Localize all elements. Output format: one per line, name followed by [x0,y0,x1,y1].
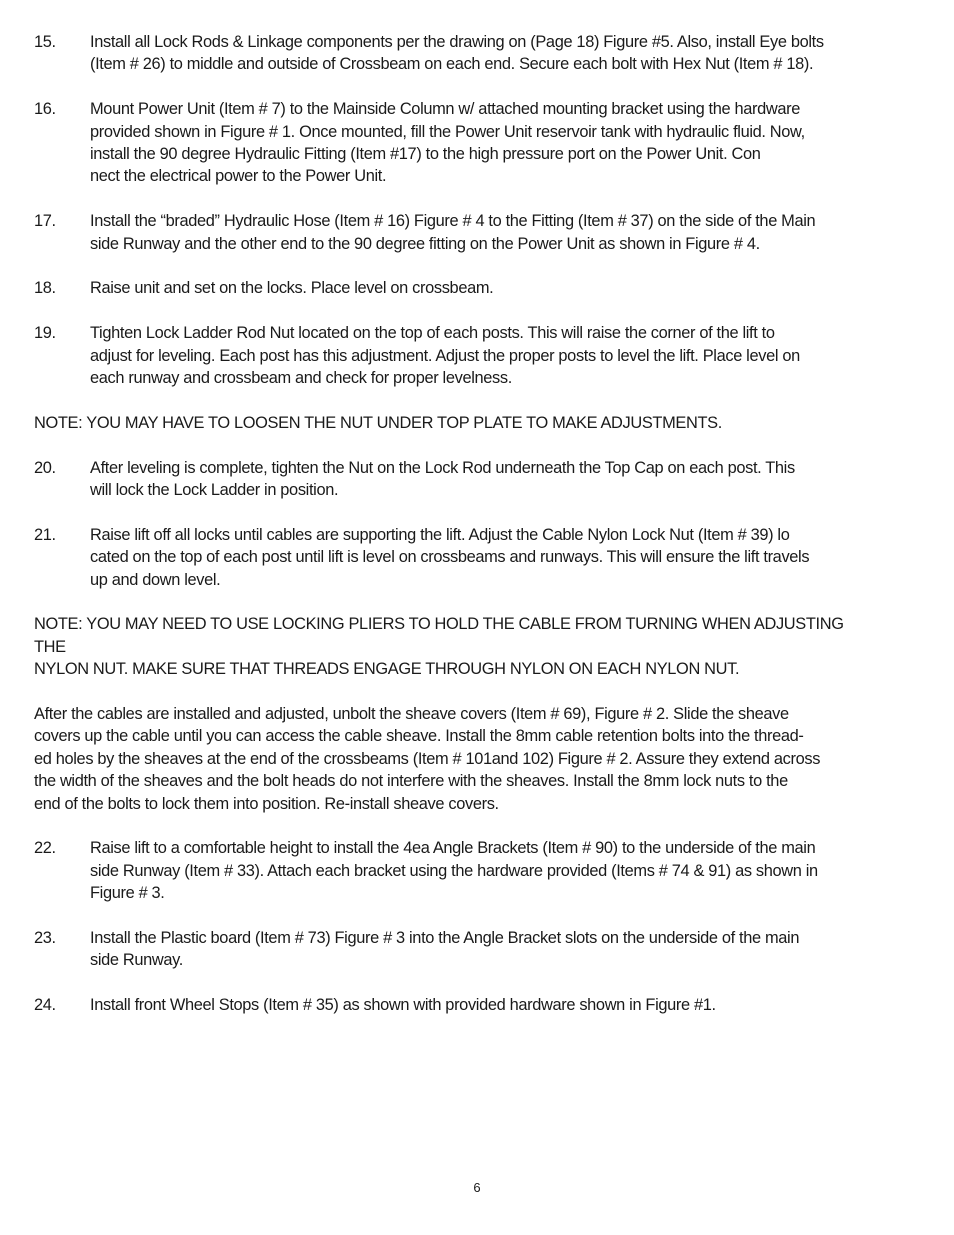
instruction-step [34,98,876,188]
step-number: 18. [34,279,56,298]
step-text: Raise lift to a comfortable height to install the 4ea Angle Brackets (Item # 90) to the underside of the main side Runway (Item # 33). Attach each bracket using the hardware provided (Items # 74 & 91) as shown in Figure # 3. [90,839,818,903]
step-text: Install the “braded” Hydraulic Hose (Item # 16) Figure # 4 to the Fitting (Item # 37) on the side of the Main side Runway and the other end to the 90 degree fitting on the Power Unit as shown in Figure # 4. [90,212,816,253]
instruction-step [34,322,876,389]
step-text: After leveling is complete, tighten the Nut on the Lock Rod underneath the Top Cap on each post. This will lock the Lock Ladder in position. [90,458,795,500]
instruction-step [34,524,876,591]
step-text: Tighten Lock Ladder Rod Nut located on the top of each posts. This will raise the corner of the lift to adjust for leveling. Each post has this adjustment. Adjust the proper posts to level the lift. Place level on each runway and crossbeam and check for proper levelness. [90,324,800,388]
step-number: 17. [34,212,56,231]
step-number: 19. [34,324,56,343]
step-text: Raise unit and set on the locks. Place level on crossbeam. [90,279,494,298]
instruction-step [34,210,876,255]
instruction-step [34,457,876,502]
step-number: 24. [34,996,56,1015]
instruction-step [34,994,876,1016]
note-paragraph: NOTE: YOU MAY NEED TO USE LOCKING PLIERS TO HOLD THE CABLE FROM TURNING WHEN ADJUSTING THE NYLON NUT. MAKE SURE THAT THREADS ENGAGE THROUGH NYLON ON EACH NYLON NUT. [34,615,844,679]
instruction-step [34,277,876,299]
note-paragraph: NOTE: YOU MAY HAVE TO LOOSEN THE NUT UNDER TOP PLATE TO MAKE ADJUSTMENTS. [34,413,722,432]
step-number: 23. [34,929,56,948]
page-number: 6 [473,1180,481,1195]
step-text: Mount Power Unit (Item # 7) to the Mainside Column w/ attached mounting bracket using the hardware provided shown in Figure # 1. Once mounted, fill the Power Unit reservoir tank with hydraulic fluid. Now, install the 90 degree Hydraulic Fitting (Item #17) to the high pressure port on the Power Unit. Con nect the electrical power to the Power Unit. [90,100,805,186]
body-paragraph: After the cables are installed and adjusted, unbolt the sheave covers (Item # 69), Figure # 2. Slide the sheave covers up the cable until you can access the cable sheave. Install the 8mm cable retention bolts into the thread- ed holes by the sheaves at the end of the crossbeams (Item # 101and 102) Figure # 2. Assure they extend across the width of the sheaves and the bolt heads do not interfere with the sheaves. Install the 8mm lock nuts to the end of the bolts to lock them into position. Re-install sheave covers. [34,705,821,813]
step-number: 21. [34,525,56,544]
instruction-step [34,927,876,972]
instruction-step [34,837,876,904]
step-number: 15. [34,33,56,51]
step-text: Install the Plastic board (Item # 73) Figure # 3 into the Angle Bracket slots on the underside of the main side Runway. [90,929,800,970]
instruction-step [34,31,876,76]
step-text: Raise lift off all locks until cables are supporting the lift. Adjust the Cable Nylon Lock Nut (Item # 39) lo cated on the top of each post until lift is level on crossbeams and runways. This will ensure the lift travels up and down level. [90,525,810,589]
instructions-body [34,31,876,1039]
step-text: Install all Lock Rods & Linkage components per the drawing on (Page 18) Figure #5. Also, install Eye bolts (Item # 26) to middle and outside of Crossbeam on each end. Secure each bolt with Hex Nut (Item # 18). [90,33,824,74]
step-number: 22. [34,839,56,858]
step-number: 16. [34,100,56,119]
step-text: Install front Wheel Stops (Item # 35) as shown with provided hardware shown in Figure #1. [90,996,716,1015]
step-number: 20. [34,458,56,477]
